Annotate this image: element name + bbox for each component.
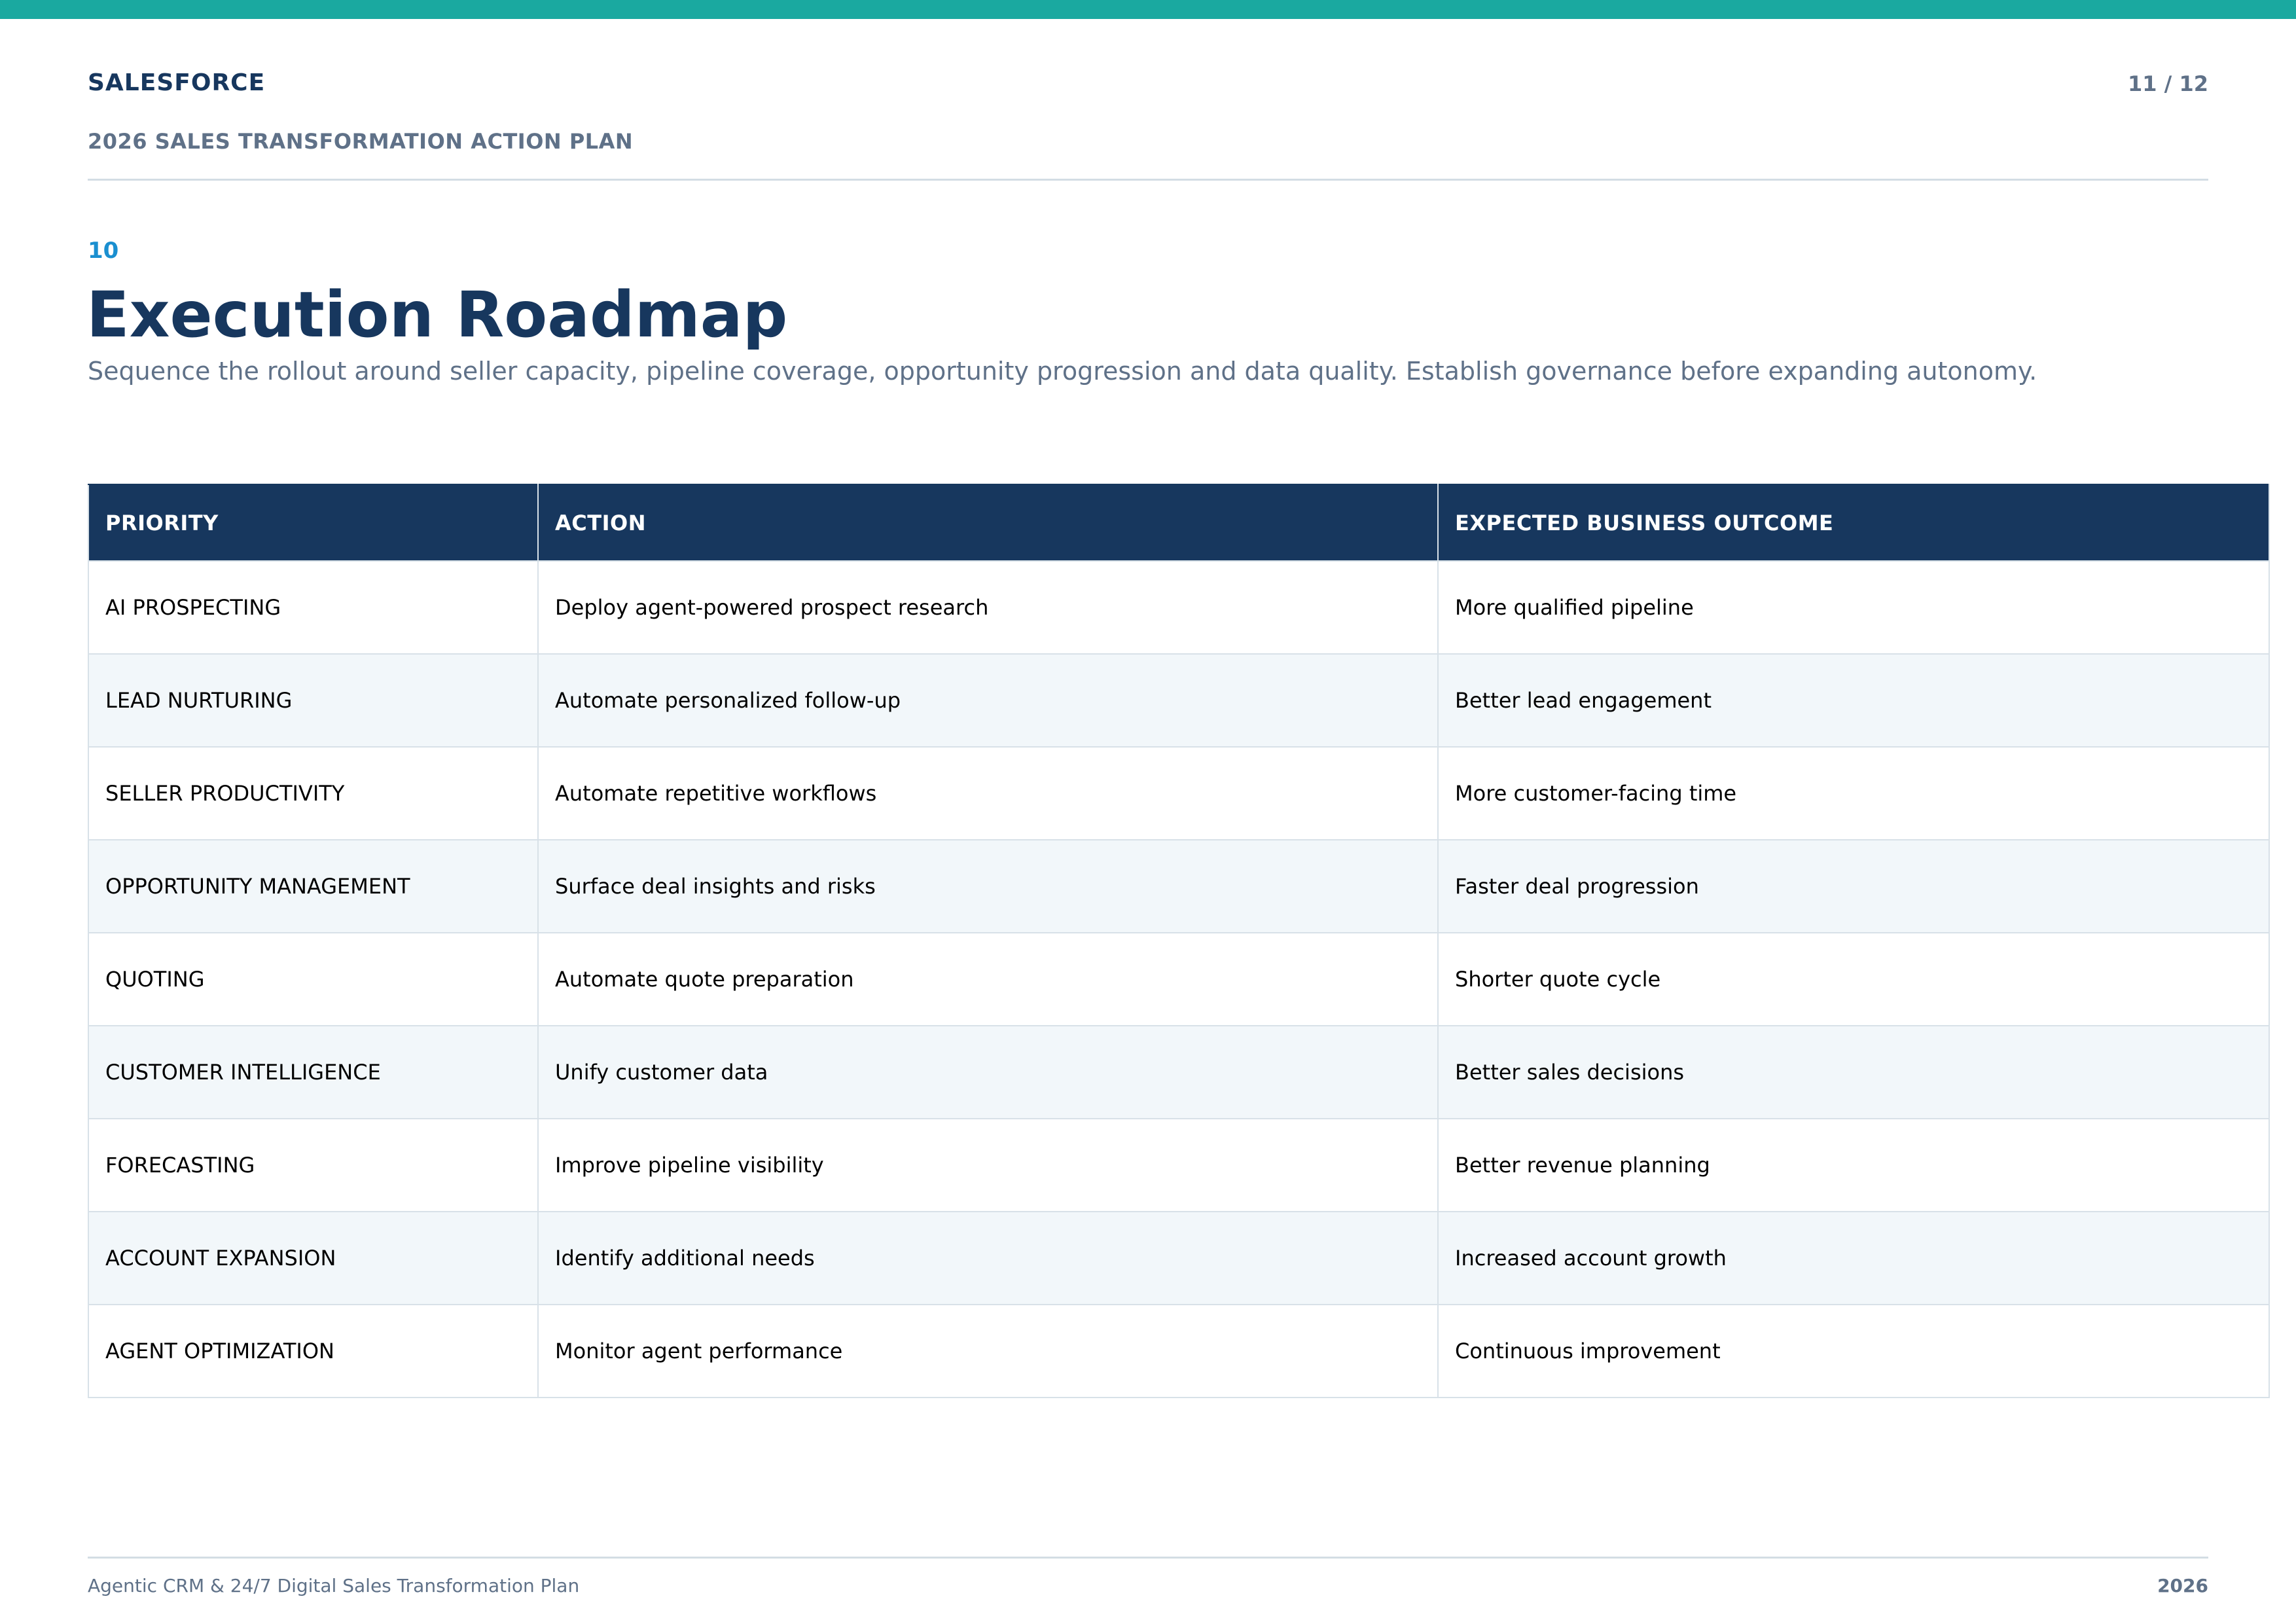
outcome-cell: Better sales decisions [1438,1026,2269,1119]
action-cell: Automate quote preparation [538,933,1438,1026]
table-row [88,1305,2269,1398]
column-header-action: ACTION [538,484,1438,561]
page-title: Execution Roadmap [86,278,788,352]
outcome-cell: More qualified pipeline [1438,561,2269,654]
action-cell: Surface deal insights and risks [538,840,1438,933]
action-cell: Identify additional needs [538,1212,1438,1305]
footer-divider [88,1557,2208,1559]
outcome-cell: Shorter quote cycle [1438,933,2269,1026]
outcome-cell: Better revenue planning [1438,1119,2269,1212]
outcome-cell: Faster deal progression [1438,840,2269,933]
brand-name: SALESFORCE [88,69,266,96]
footer-document-title: Agentic CRM & 24/7 Digital Sales Transformation Plan [88,1575,580,1597]
action-cell: Improve pipeline visibility [538,1119,1438,1212]
priority-cell: AGENT OPTIMIZATION [88,1305,538,1398]
table-row [88,1119,2269,1212]
outcome-cell: Continuous improvement [1438,1305,2269,1398]
priority-cell: QUOTING [88,933,538,1026]
table-row [88,1026,2269,1119]
table-row [88,561,2269,654]
action-cell: Automate repetitive workflows [538,747,1438,840]
column-header-outcome: EXPECTED BUSINESS OUTCOME [1438,484,2269,561]
table-row [88,840,2269,933]
header-divider [88,179,2208,181]
page-number: 11 / 12 [2127,71,2208,96]
outcome-cell: Better lead engagement [1438,654,2269,747]
section-number: 10 [88,238,119,264]
document-subtitle: 2026 SALES TRANSFORMATION ACTION PLAN [88,129,634,154]
priority-cell: FORECASTING [88,1119,538,1212]
priority-cell: SELLER PRODUCTIVITY [88,747,538,840]
column-header-priority: PRIORITY [88,484,538,561]
priority-cell: AI PROSPECTING [88,561,538,654]
page-description: Sequence the rollout around seller capacity, pipeline coverage, opportunity progression and data quality. Establish governance before expanding autonomy. [88,357,2037,386]
priority-cell: ACCOUNT EXPANSION [88,1212,538,1305]
table-header-row [88,484,2269,561]
priority-cell: OPPORTUNITY MANAGEMENT [88,840,538,933]
table-row [88,654,2269,747]
table-row [88,1212,2269,1305]
action-cell: Unify customer data [538,1026,1438,1119]
action-cell: Automate personalized follow-up [538,654,1438,747]
footer-year: 2026 [2157,1575,2208,1597]
action-cell: Monitor agent performance [538,1305,1438,1398]
top-accent-bar [0,0,2296,19]
priority-cell: LEAD NURTURING [88,654,538,747]
table-row [88,933,2269,1026]
priority-cell: CUSTOMER INTELLIGENCE [88,1026,538,1119]
outcome-cell: More customer-facing time [1438,747,2269,840]
action-cell: Deploy agent-powered prospect research [538,561,1438,654]
outcome-cell: Increased account growth [1438,1212,2269,1305]
table-row [88,747,2269,840]
roadmap-table [88,484,2270,1398]
